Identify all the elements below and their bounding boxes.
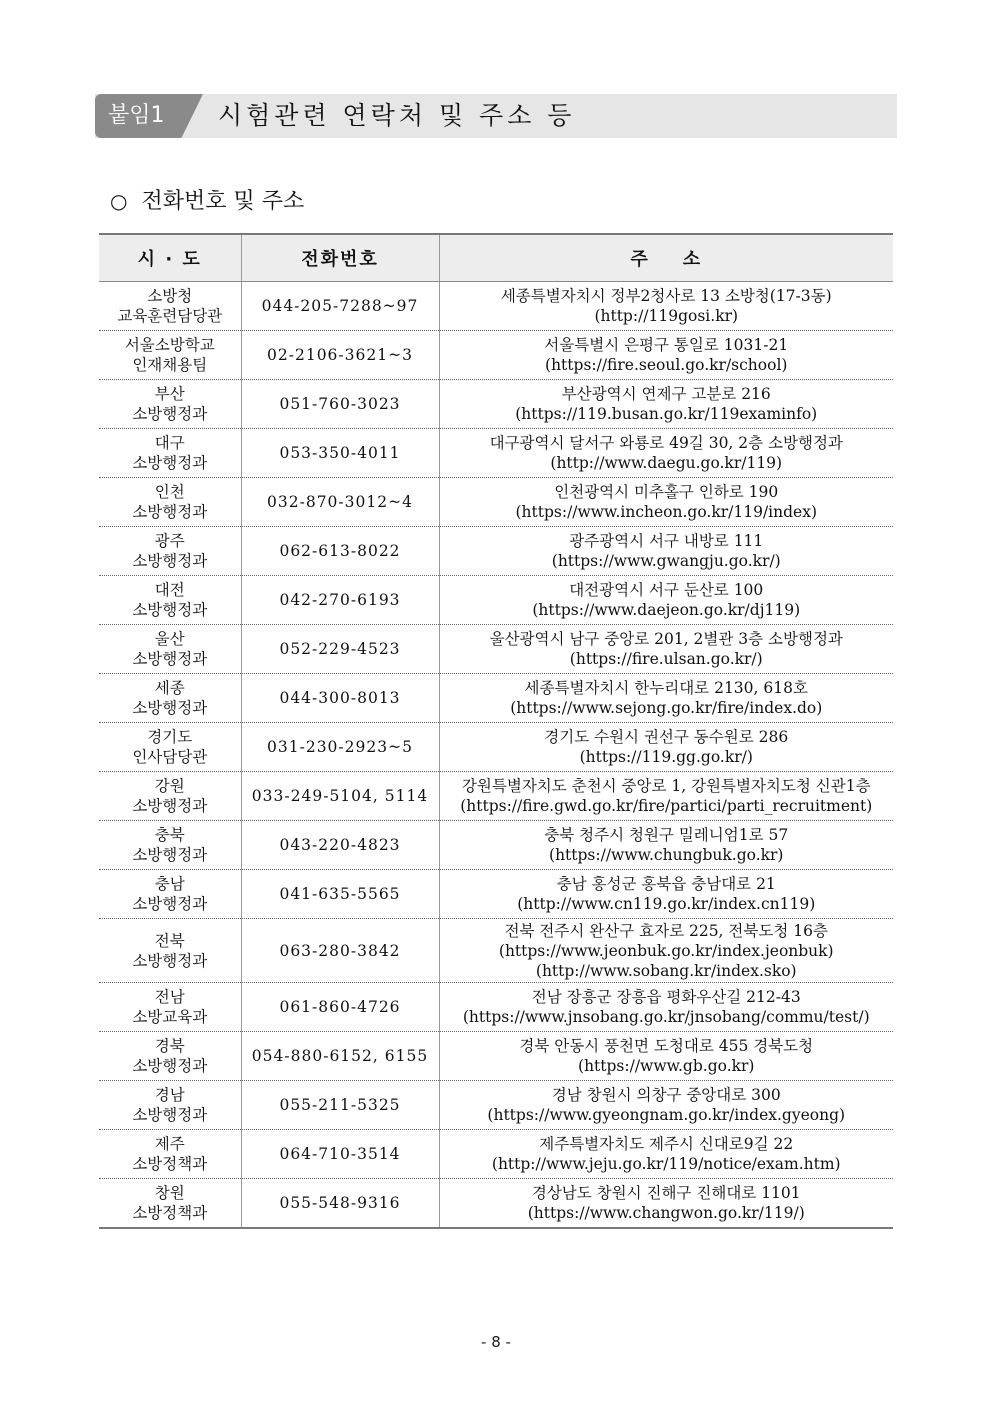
page-title: 시험관련 연락처 및 주소 등: [218, 101, 576, 130]
address-text: 인천광역시 미추홀구 인하로 190: [554, 483, 779, 501]
address-text: 충북 청주시 청원구 밀레니엄1로 57: [544, 826, 789, 844]
address-url: (https://www.gyeongnam.go.kr/index.gyeong): [487, 1106, 846, 1124]
table-row: [99, 527, 893, 576]
region-text: 광주: [154, 532, 185, 550]
phone-cell: 042-270-6193: [241, 576, 439, 625]
section-title: 전화번호 및 주소: [141, 189, 305, 214]
address-cell: [439, 821, 893, 870]
address-cell: [439, 674, 893, 723]
region-cell: [99, 1130, 241, 1179]
address-cell: [439, 919, 893, 983]
phone-cell: 051-760-3023: [241, 380, 439, 429]
region-cell: [99, 380, 241, 429]
region-text: 인재채용팀: [132, 356, 208, 374]
phone-cell: 02-2106-3621~3: [241, 331, 439, 380]
section-heading: [110, 186, 304, 216]
phone-cell: 033-249-5104, 5114: [241, 772, 439, 821]
region-text: 소방행정과: [132, 405, 208, 423]
phone-cell: 064-710-3514: [241, 1130, 439, 1179]
region-text: 소방행정과: [132, 846, 208, 864]
page-number: - 8 -: [481, 1333, 511, 1351]
address-url: (http://www.daegu.go.kr/119): [550, 454, 783, 472]
phone-cell: 062-613-8022: [241, 527, 439, 576]
table-row: [99, 625, 893, 674]
table-row: [99, 821, 893, 870]
address-text: 전남 장흥군 장흥읍 평화우산길 212-43: [531, 988, 801, 1006]
address-cell: [439, 478, 893, 527]
region-cell: [99, 527, 241, 576]
address-text: 대구광역시 달서구 와룡로 49길 30, 2층 소방행정과: [489, 434, 843, 452]
contacts-table: [99, 233, 893, 1229]
address-url: (https://www.jeonbuk.go.kr/index.jeonbuk): [498, 941, 834, 960]
address-text: 광주광역시 서구 내방로 111: [569, 532, 764, 550]
table-row: [99, 1130, 893, 1179]
phone-cell: 043-220-4823: [241, 821, 439, 870]
address-cell: [439, 625, 893, 674]
address-text: 대전광역시 서구 둔산로 100: [569, 581, 764, 599]
region-text: 소방청: [147, 287, 193, 305]
region-text: 소방행정과: [132, 503, 208, 521]
phone-cell: 041-635-5565: [241, 870, 439, 919]
address-text: 서울특별시 은평구 통일로 1031-21: [544, 336, 789, 354]
table-row: [99, 1179, 893, 1229]
address-url: (http://www.cn119.go.kr/index.cn119): [517, 895, 816, 913]
region-cell: [99, 429, 241, 478]
address-url: (https://fire.gwd.go.kr/fire/partici/parti_recruitment): [460, 797, 873, 815]
address-cell: [439, 527, 893, 576]
region-cell: [99, 1032, 241, 1081]
table-row: [99, 919, 893, 983]
address-text: 경남 창원시 의창구 중앙대로 300: [551, 1086, 781, 1104]
table-row: [99, 1081, 893, 1130]
address-text: 경기도 수원시 권선구 동수원로 286: [544, 728, 789, 746]
address-url: (http://www.sobang.kr/index.sko): [535, 961, 797, 980]
column-header-region: 시 · 도: [99, 234, 241, 282]
table-header-row: [99, 234, 893, 282]
region-text: 전북: [154, 931, 185, 950]
region-cell: [99, 478, 241, 527]
region-text: 충북: [154, 826, 185, 844]
region-text: 서울소방학교: [124, 336, 215, 354]
address-cell: [439, 1032, 893, 1081]
table-row: [99, 576, 893, 625]
region-text: 소방행정과: [132, 650, 208, 668]
region-cell: [99, 723, 241, 772]
table-row: [99, 282, 893, 331]
table-row: [99, 331, 893, 380]
region-text: 창원: [154, 1184, 185, 1202]
address-url: (https://fire.seoul.go.kr/school): [545, 356, 788, 374]
address-text: 강원특별자치도 춘천시 중앙로 1, 강원특별자치도청 신관1층: [461, 777, 871, 795]
region-text: 울산: [154, 630, 185, 648]
address-text: 경북 안동시 풍천면 도청대로 455 경북도청: [519, 1037, 814, 1055]
address-cell: [439, 1081, 893, 1130]
region-text: 인천: [154, 483, 185, 501]
region-cell: [99, 919, 241, 983]
region-text: 경기도: [147, 728, 193, 746]
region-text: 소방행정과: [132, 797, 208, 815]
region-text: 소방정책과: [132, 1204, 208, 1222]
region-text: 소방정책과: [132, 1155, 208, 1173]
address-cell: [439, 331, 893, 380]
region-text: 소방행정과: [132, 699, 208, 717]
region-text: 소방행정과: [132, 1057, 208, 1075]
region-text: 대전: [154, 581, 185, 599]
region-text: 대구: [154, 434, 185, 452]
address-url: (http://119gosi.kr): [594, 307, 739, 325]
address-url: (https://www.changwon.go.kr/119/): [527, 1204, 805, 1222]
address-url: (https://www.gb.go.kr): [578, 1057, 755, 1075]
address-cell: [439, 772, 893, 821]
phone-cell: 054-880-6152, 6155: [241, 1032, 439, 1081]
address-text: 전북 전주시 완산구 효자로 225, 전북도청 16층: [504, 921, 828, 940]
table-row: [99, 380, 893, 429]
phone-cell: 031-230-2923~5: [241, 723, 439, 772]
phone-cell: 063-280-3842: [241, 919, 439, 983]
address-url: (https://119.gg.go.kr/): [579, 748, 753, 766]
address-url: (http://www.jeju.go.kr/119/notice/exam.htm): [491, 1155, 841, 1173]
address-text: 울산광역시 남구 중앙로 201, 2별관 3층 소방행정과: [489, 630, 843, 648]
region-cell: [99, 331, 241, 380]
address-text: 제주특별자치도 제주시 신대로9길 22: [539, 1135, 794, 1153]
address-text: 부산광역시 연제구 고분로 216: [561, 385, 771, 403]
region-cell: [99, 772, 241, 821]
region-cell: [99, 1081, 241, 1130]
address-url: (https://www.daejeon.go.kr/dj119): [532, 601, 801, 619]
region-text: 강원: [154, 777, 185, 795]
region-text: 경남: [154, 1086, 185, 1104]
table-row: [99, 674, 893, 723]
region-text: 제주: [154, 1135, 185, 1153]
address-cell: [439, 282, 893, 331]
region-text: 소방행정과: [132, 552, 208, 570]
address-url: (https://www.sejong.go.kr/fire/index.do): [510, 699, 823, 717]
table-row: [99, 1032, 893, 1081]
region-text: 부산: [154, 385, 185, 403]
address-cell: [439, 576, 893, 625]
region-text: 세종: [154, 679, 185, 697]
region-cell: [99, 1179, 241, 1229]
address-url: (https://www.incheon.go.kr/119/index): [515, 503, 817, 521]
phone-cell: 032-870-3012~4: [241, 478, 439, 527]
address-cell: [439, 429, 893, 478]
address-text: 충남 홍성군 홍북읍 충남대로 21: [556, 875, 776, 893]
address-text: 경상남도 창원시 진해구 진해대로 1101: [531, 1184, 801, 1202]
phone-cell: 044-205-7288~97: [241, 282, 439, 331]
table-row: [99, 429, 893, 478]
address-url: (https://www.chungbuk.go.kr): [549, 846, 784, 864]
phone-cell: 055-211-5325: [241, 1081, 439, 1130]
region-text: 소방행정과: [132, 601, 208, 619]
table-body: [99, 282, 893, 1229]
region-text: 소방행정과: [132, 1106, 208, 1124]
address-url: (https://119.busan.go.kr/119examinfo): [515, 405, 818, 423]
phone-cell: 052-229-4523: [241, 625, 439, 674]
phone-cell: 055-548-9316: [241, 1179, 439, 1229]
address-cell: [439, 723, 893, 772]
region-text: 충남: [154, 875, 185, 893]
region-cell: [99, 821, 241, 870]
address-cell: [439, 870, 893, 919]
address-text: 세종특별자치시 정부2청사로 13 소방청(17-3동): [500, 287, 832, 305]
address-text: 세종특별자치시 한누리대로 2130, 618호: [524, 679, 808, 697]
region-text: 소방교육과: [132, 1008, 208, 1026]
phone-cell: 061-860-4726: [241, 983, 439, 1032]
address-url: (https://www.gwangju.go.kr/): [551, 552, 781, 570]
table-row: [99, 723, 893, 772]
phone-cell: 044-300-8013: [241, 674, 439, 723]
region-text: 소방행정과: [132, 951, 208, 970]
region-text: 인사담당관: [132, 748, 208, 766]
region-text: 전남: [154, 988, 185, 1006]
table-row: [99, 870, 893, 919]
region-text: 경북: [154, 1037, 185, 1055]
region-cell: [99, 674, 241, 723]
address-cell: [439, 983, 893, 1032]
column-header-address: 주 소: [439, 234, 893, 282]
region-text: 소방행정과: [132, 454, 208, 472]
region-text: 소방행정과: [132, 895, 208, 913]
address-cell: [439, 380, 893, 429]
region-cell: [99, 870, 241, 919]
region-cell: [99, 282, 241, 331]
table-row: [99, 478, 893, 527]
phone-cell: 053-350-4011: [241, 429, 439, 478]
table-row: [99, 772, 893, 821]
address-url: (https://www.jnsobang.go.kr/jnsobang/commu/test/): [462, 1008, 870, 1026]
address-url: (https://fire.ulsan.go.kr/): [569, 650, 763, 668]
region-text: 교육훈련담당관: [117, 307, 223, 325]
table-row: [99, 983, 893, 1032]
address-cell: [439, 1130, 893, 1179]
circle-bullet-icon: ○: [110, 189, 128, 213]
attachment-badge-label: 붙임1: [108, 103, 165, 128]
region-cell: [99, 576, 241, 625]
address-cell: [439, 1179, 893, 1229]
column-header-phone: 전화번호: [241, 234, 439, 282]
region-cell: [99, 983, 241, 1032]
region-cell: [99, 625, 241, 674]
